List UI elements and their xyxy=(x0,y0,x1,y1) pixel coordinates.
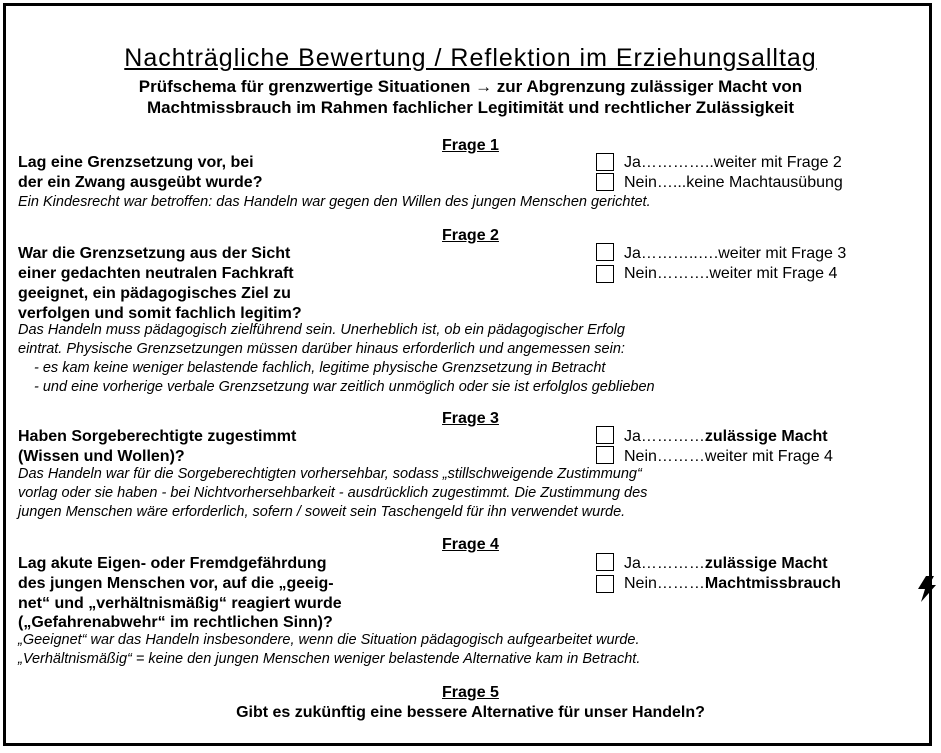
frage-3-ja-checkbox[interactable] xyxy=(596,426,614,444)
frage-4-note-line-2: „Verhältnismäßig“ = keine den jungen Menschen weniger belastende Alternative kam in Betracht. xyxy=(18,651,641,667)
lightning-icon xyxy=(917,576,937,602)
frage-1-heading: Frage 1 xyxy=(442,137,499,154)
frage-2-note-line-1: Das Handeln muss pädagogisch zielführend sein. Unerheblich ist, ob ein pädagogischer Erfolg xyxy=(18,322,625,338)
frage-3-nein-checkbox[interactable] xyxy=(596,446,614,464)
frage-4-question-line-1: Lag akute Eigen- oder Fremdgefährdung xyxy=(18,555,327,572)
frage-2-nein-checkbox[interactable] xyxy=(596,265,614,283)
frage-1-ja-checkbox[interactable] xyxy=(596,153,614,171)
frage-1-question-line-1: Lag eine Grenzsetzung vor, bei xyxy=(18,154,254,171)
frage-3-note-line-1: Das Handeln war für die Sorgeberechtigten vorhersehbar, sodass „stillschweigende Zustimmung“ xyxy=(18,466,642,482)
frage-2-question-line-3: geeignet, ein pädagogisches Ziel zu xyxy=(18,285,291,302)
page-title: Nachträgliche Bewertung / Reflektion im Erziehungsalltag xyxy=(124,44,817,72)
frage-3-question-line-2: (Wissen und Wollen)? xyxy=(18,448,185,465)
subtitle-line-2: Machtmissbrauch im Rahmen fachlicher Legitimität und rechtlicher Zulässigkeit xyxy=(146,98,795,117)
frage-2-heading: Frage 2 xyxy=(442,227,499,244)
frage-3-nein-option: Nein………weiter mit Frage 4 xyxy=(624,448,833,465)
frage-3-ja-option: Ja…………zulässige Macht xyxy=(624,428,828,445)
frage-2-ja-checkbox[interactable] xyxy=(596,243,614,261)
frage-5-question: Gibt es zukünftig eine bessere Alternative für unser Handeln? xyxy=(236,704,705,721)
frage-1-ja-option: Ja…………..weiter mit Frage 2 xyxy=(624,154,842,171)
frage-1-question-line-2: der ein Zwang ausgeübt wurde? xyxy=(18,174,263,191)
frage-1-nein-option: Nein…...keine Machtausübung xyxy=(624,174,843,191)
frage-2-nein-option: Nein……….weiter mit Frage 4 xyxy=(624,265,838,282)
frage-3-note-line-2: vorlag oder sie haben - bei Nichtvorhersehbarkeit - ausdrücklich zugestimmt. Die Zustimmung des xyxy=(18,485,648,501)
frage-4-heading: Frage 4 xyxy=(442,536,499,553)
frage-4-question-line-3: net“ und „verhältnismäßig“ reagiert wurde xyxy=(18,595,342,612)
frage-4-question-line-4: („Gefahrenabwehr“ im rechtlichen Sinn)? xyxy=(18,614,333,631)
frage-2-question-line-1: War die Grenzsetzung aus der Sicht xyxy=(18,245,291,262)
frage-4-ja-option: Ja…………zulässige Macht xyxy=(624,555,828,572)
frage-1-nein-checkbox[interactable] xyxy=(596,173,614,191)
frage-2-note-line-2: eintrat. Physische Grenzsetzungen müssen darüber hinaus erforderlich und angemessen sein: xyxy=(18,341,625,357)
frage-4-question-line-2: des jungen Menschen vor, auf die „geeig- xyxy=(18,575,334,592)
frage-3-question-line-1: Haben Sorgeberechtigte zugestimmt xyxy=(18,428,297,445)
frage-3-note-line-3: jungen Menschen wäre erforderlich, sofern / soweit sein Taschengeld für ihn verwendet wurde. xyxy=(18,504,626,520)
frage-4-nein-checkbox[interactable] xyxy=(596,575,614,593)
frage-4-ja-checkbox[interactable] xyxy=(596,553,614,571)
frage-2-note-line-4: - und eine vorherige verbale Grenzsetzung war zeitlich unmöglich oder sie ist erfolglos geblieben xyxy=(34,379,655,395)
frage-2-question-line-2: einer gedachten neutralen Fachkraft xyxy=(18,265,294,282)
frage-1-note: Ein Kindesrecht war betroffen: das Handeln war gegen den Willen des jungen Menschen gerichtet. xyxy=(18,194,651,210)
frage-2-question-line-4: verfolgen und somit fachlich legitim? xyxy=(18,305,302,322)
frage-2-ja-option: Ja………..….weiter mit Frage 3 xyxy=(624,245,847,262)
frage-2-note-line-3: - es kam keine weniger belastende fachlich, legitime physische Grenzsetzung in Betracht xyxy=(34,360,606,376)
subtitle-line-1: Prüfschema für grenzwertige Situationen → zur Abgrenzung zulässiger Macht von xyxy=(138,77,803,96)
frage-4-nein-option: Nein………Machtmissbrauch xyxy=(624,575,841,592)
frage-5-heading: Frage 5 xyxy=(442,684,499,701)
frage-3-heading: Frage 3 xyxy=(442,410,499,427)
frage-4-note-line-1: „Geeignet“ war das Handeln insbesondere, wenn die Situation pädagogisch aufgearbeitet wurde. xyxy=(18,632,640,648)
